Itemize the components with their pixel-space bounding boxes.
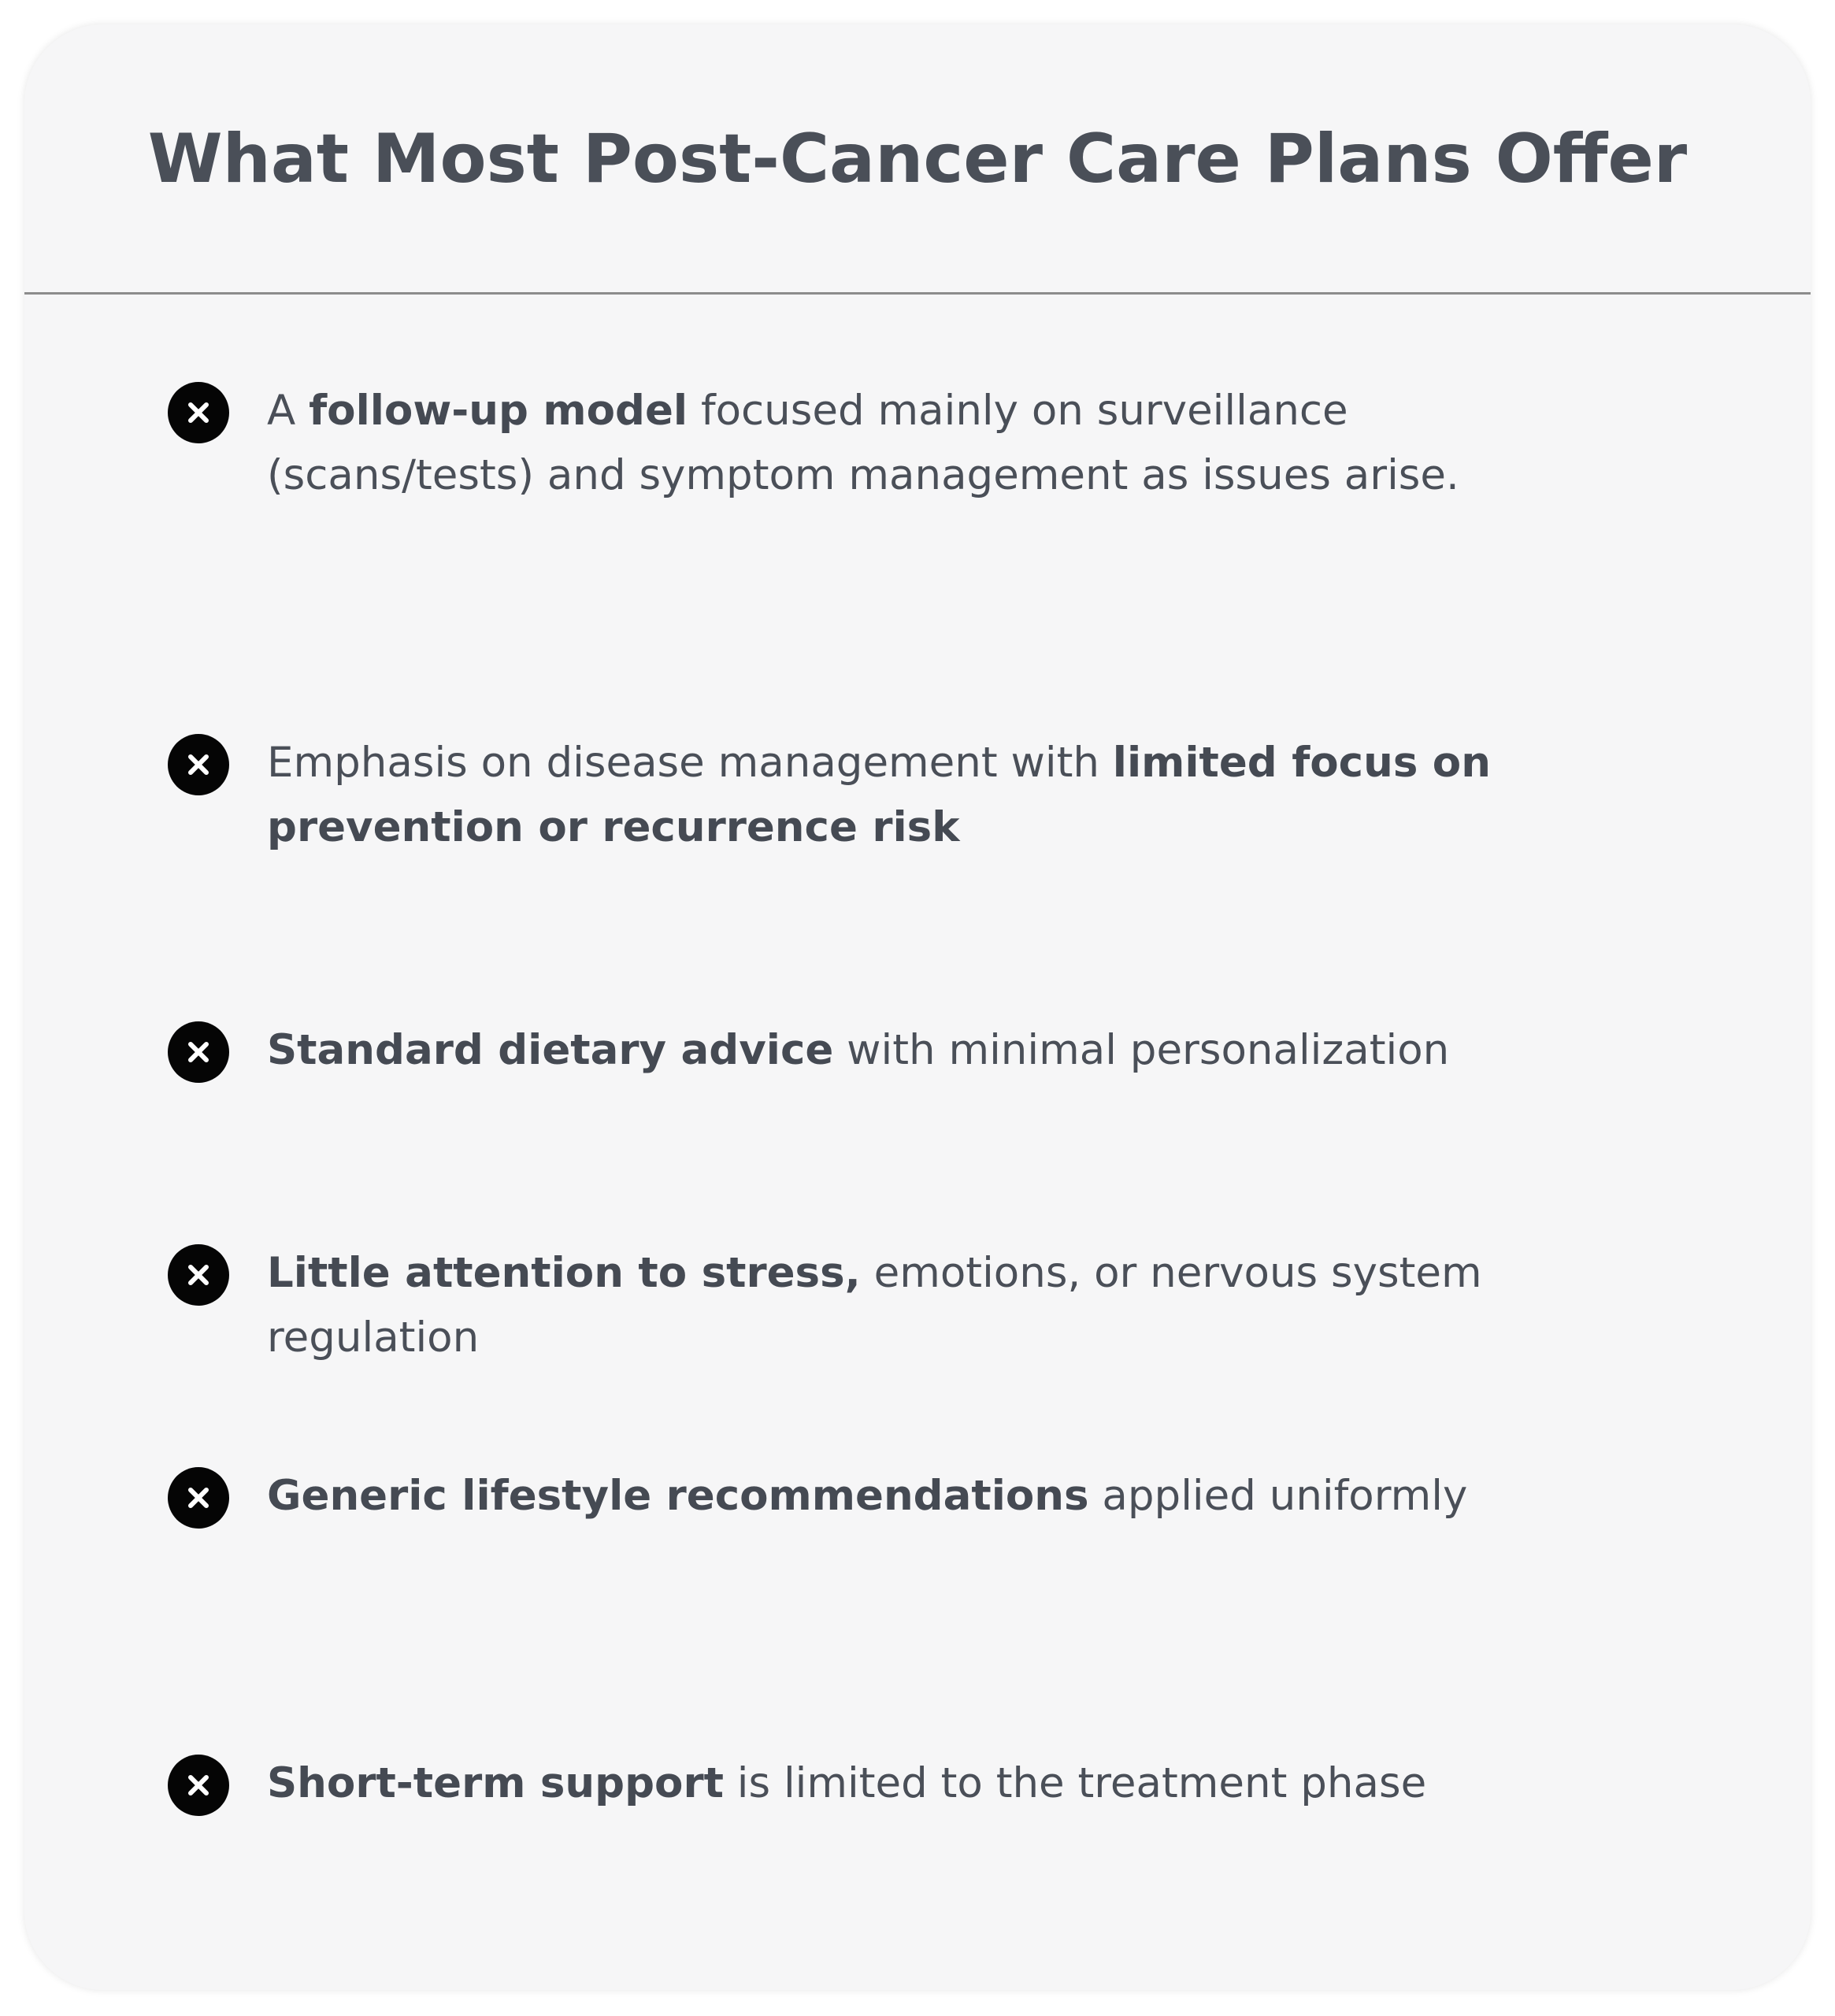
item-text-emphasis: limited focus on prevention or recurrence risk [267,739,1491,851]
x-mark-icon [168,1467,229,1529]
title-divider [24,292,1811,295]
item-text-part: is limited to the treatment phase [723,1759,1427,1807]
x-mark-icon [168,1021,229,1083]
item-text-emphasis: follow-up model [309,387,688,435]
item-text-part: applied uniformly [1088,1472,1468,1520]
item-text-emphasis: Short-term support [267,1759,724,1807]
x-mark-icon [168,734,229,795]
list-item [168,1464,1664,1529]
item-text-part: Emphasis on disease management with [267,739,1113,787]
list-item [168,1751,1664,1816]
list-item [168,1018,1664,1083]
x-mark-icon [168,1244,229,1306]
list-item-text [267,379,1622,508]
card-title: What Most Post-Cancer Care Plans Offer [147,120,1688,198]
list-item [168,379,1664,508]
list-item-text [267,1241,1622,1370]
x-mark-icon [168,382,229,443]
list-item-text [267,1464,1622,1529]
list-item [168,731,1664,860]
item-text-emphasis: Little attention to stress, [267,1249,861,1297]
item-text-part: with minimal personalization [833,1026,1450,1074]
list-item-text [267,731,1622,860]
item-text-part: focused mainly on surveillance (scans/tests) and symptom management as issues arise. [267,387,1459,499]
item-text-emphasis: Standard dietary advice [267,1026,834,1074]
list-item-text [267,1018,1622,1083]
comparison-card [24,24,1811,1990]
list-item [168,1241,1664,1370]
item-text-part: A [267,387,310,435]
item-text-emphasis: Generic lifestyle recommendations [267,1472,1089,1520]
list-item-text [267,1751,1622,1816]
x-mark-icon [168,1755,229,1816]
item-text-part: emotions, or nervous system regulation [267,1249,1482,1362]
